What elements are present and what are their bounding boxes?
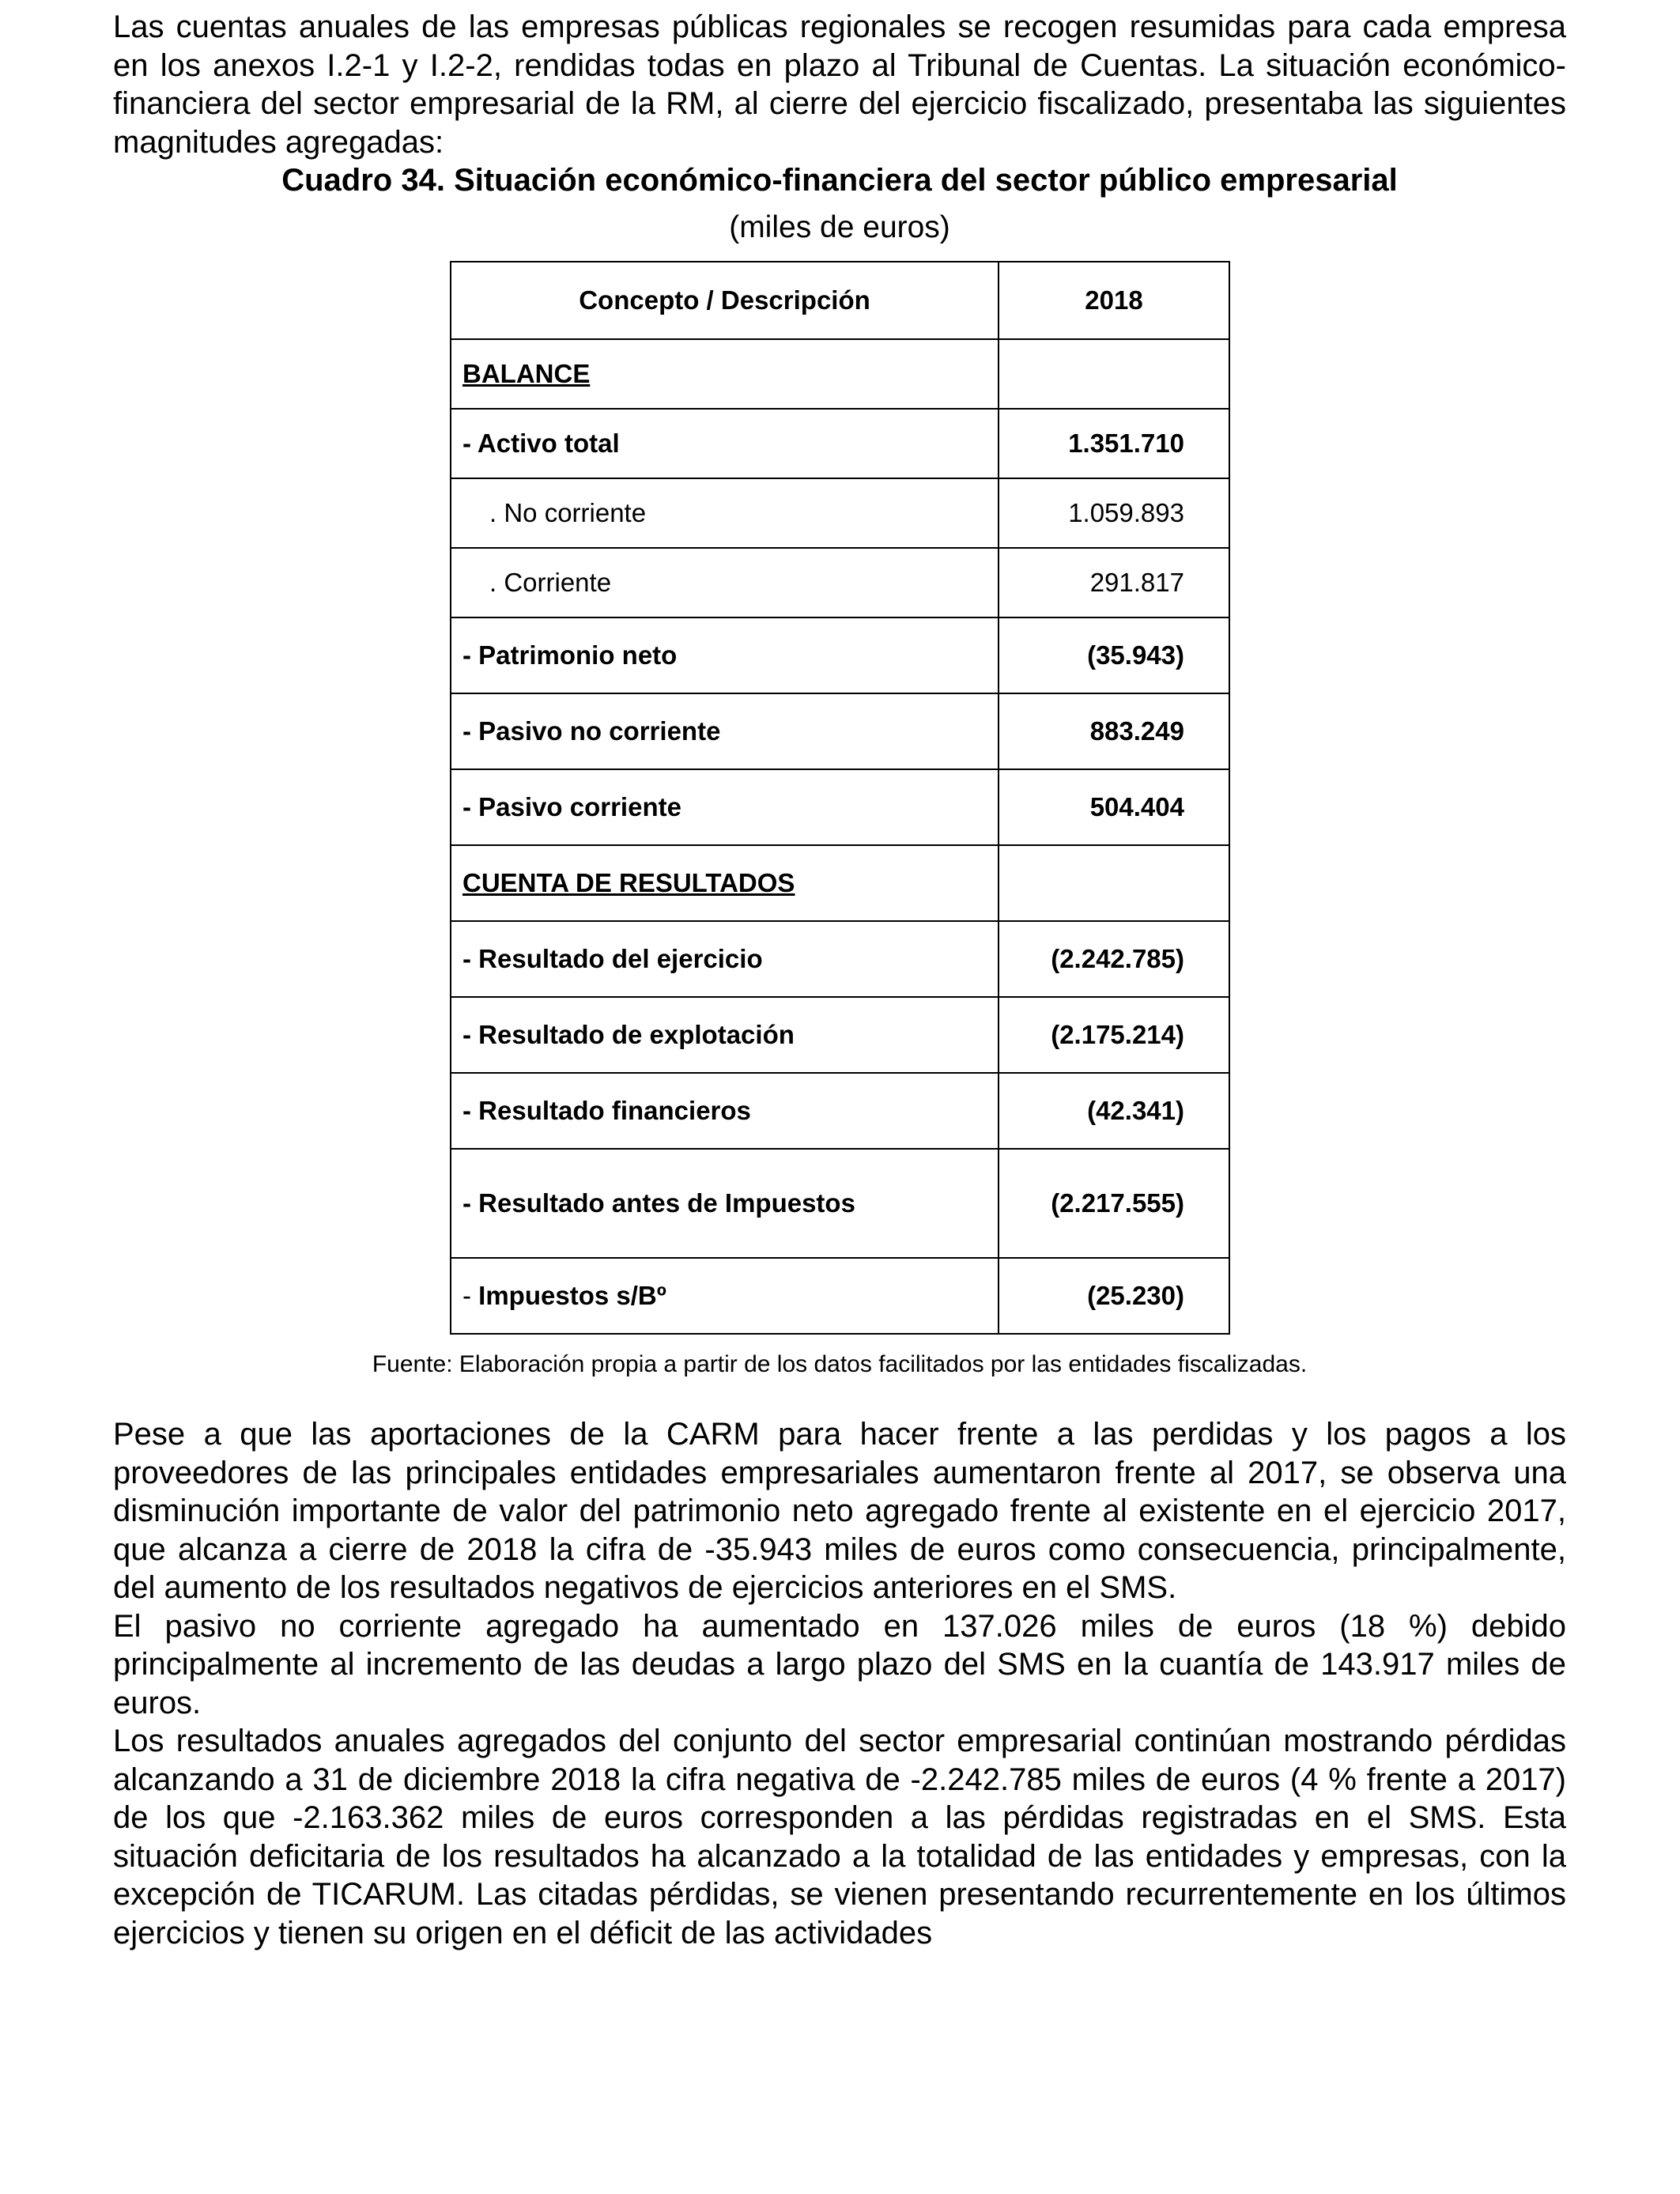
table-header-row xyxy=(451,262,1229,339)
row-value: 1.351.710 xyxy=(999,409,1229,478)
row-label: . Corriente xyxy=(451,548,999,617)
row-value: (35.943) xyxy=(999,617,1229,693)
row-label-section: CUENTA DE RESULTADOS xyxy=(451,845,999,921)
table-row xyxy=(451,1149,1229,1258)
column-header-year: 2018 xyxy=(999,262,1229,339)
table-source: Fuente: Elaboración propia a partir de los datos facilitados por las entidades fiscalizadas. xyxy=(372,1351,1308,1377)
document-page xyxy=(113,8,1566,1952)
row-value: 1.059.893 xyxy=(999,478,1229,548)
table-row xyxy=(451,1258,1229,1334)
row-value: (2.242.785) xyxy=(999,921,1229,997)
paragraph-liabilities: El pasivo no corriente agregado ha aumentado en 137.026 miles de euros (18 %) debido principalmente al incremento de las deudas a largo plazo del SMS en la cuantía de 143.917 miles de euros. xyxy=(113,1608,1566,1720)
table-title: Cuadro 34. Situación económico-financiera del sector público empresarial xyxy=(281,163,1398,198)
row-label-prefix: - xyxy=(462,1281,479,1310)
row-label-section: BALANCE xyxy=(451,339,999,409)
row-value: 504.404 xyxy=(999,769,1229,845)
table-row xyxy=(451,339,1229,409)
table-unit: (miles de euros) xyxy=(729,210,950,244)
row-label: - Resultado de explotación xyxy=(451,997,999,1073)
table-row xyxy=(451,921,1229,997)
row-label: . No corriente xyxy=(451,478,999,548)
table-row xyxy=(451,478,1229,548)
table-row xyxy=(451,845,1229,921)
table-row xyxy=(451,1073,1229,1149)
row-value xyxy=(999,339,1229,409)
table-row xyxy=(451,769,1229,845)
paragraph-equity: Pese a que las aportaciones de la CARM para hacer frente a las perdidas y los pagos a los proveedores de las principales entidades empresariales aumentaron frente al 2017, se observa una disminución importante de valor del patrimonio neto agregado frente al existente en el ejercicio 2017, que alcanza a cierre de 2018 la cifra de -35.943 miles de euros como consecuencia, principalmente, del aumento de los resultados negativos de ejercicios anteriores en el SMS. xyxy=(113,1417,1566,1605)
row-value: (25.230) xyxy=(999,1258,1229,1334)
paragraph-intro: Las cuentas anuales de las empresas públicas regionales se recogen resumidas para cada empresa en los anexos I.2-1 y I.2-2, rendidas todas en plazo al Tribunal de Cuentas. La situación económico-financiera del sector empresarial de la RM, al cierre del ejercicio fiscalizado, presentaba las siguientes magnitudes agregadas: xyxy=(113,9,1566,160)
row-label-text: Impuestos s/Bº xyxy=(478,1281,666,1310)
table-row xyxy=(451,997,1229,1073)
table-row xyxy=(451,693,1229,769)
table-row xyxy=(451,617,1229,693)
row-value: 291.817 xyxy=(999,548,1229,617)
row-label xyxy=(451,1258,999,1334)
row-value: (2.175.214) xyxy=(999,997,1229,1073)
paragraph-results: Los resultados anuales agregados del conjunto del sector empresarial continúan mostrando pérdidas alcanzando a 31 de diciembre 2018 la cifra negativa de -2.242.785 miles de euros (4 % frente a 2017) de los que -2.163.362 miles de euros corresponden a las pérdidas registradas en el SMS. Esta situación deficitaria de los resultados ha alcanzado a la totalidad de las entidades y empresas, con la excepción de TICARUM. Las citadas pérdidas, se vienen presentando recurrentemente en los últimos ejercicios y tienen su origen en el déficit de las actividades xyxy=(113,1724,1566,1950)
row-label: - Resultado financieros xyxy=(451,1073,999,1149)
row-label: - Activo total xyxy=(451,409,999,478)
row-value: (2.217.555) xyxy=(999,1149,1229,1258)
row-label: - Pasivo corriente xyxy=(451,769,999,845)
row-label: - Pasivo no corriente xyxy=(451,693,999,769)
row-label: - Patrimonio neto xyxy=(451,617,999,693)
row-value xyxy=(999,845,1229,921)
table-row xyxy=(451,548,1229,617)
row-value: (42.341) xyxy=(999,1073,1229,1149)
column-header-concept: Concepto / Descripción xyxy=(451,262,999,339)
table-row xyxy=(451,409,1229,478)
row-value: 883.249 xyxy=(999,693,1229,769)
financial-table xyxy=(450,261,1230,1335)
row-label: - Resultado antes de Impuestos xyxy=(451,1149,999,1258)
row-label: - Resultado del ejercicio xyxy=(451,921,999,997)
